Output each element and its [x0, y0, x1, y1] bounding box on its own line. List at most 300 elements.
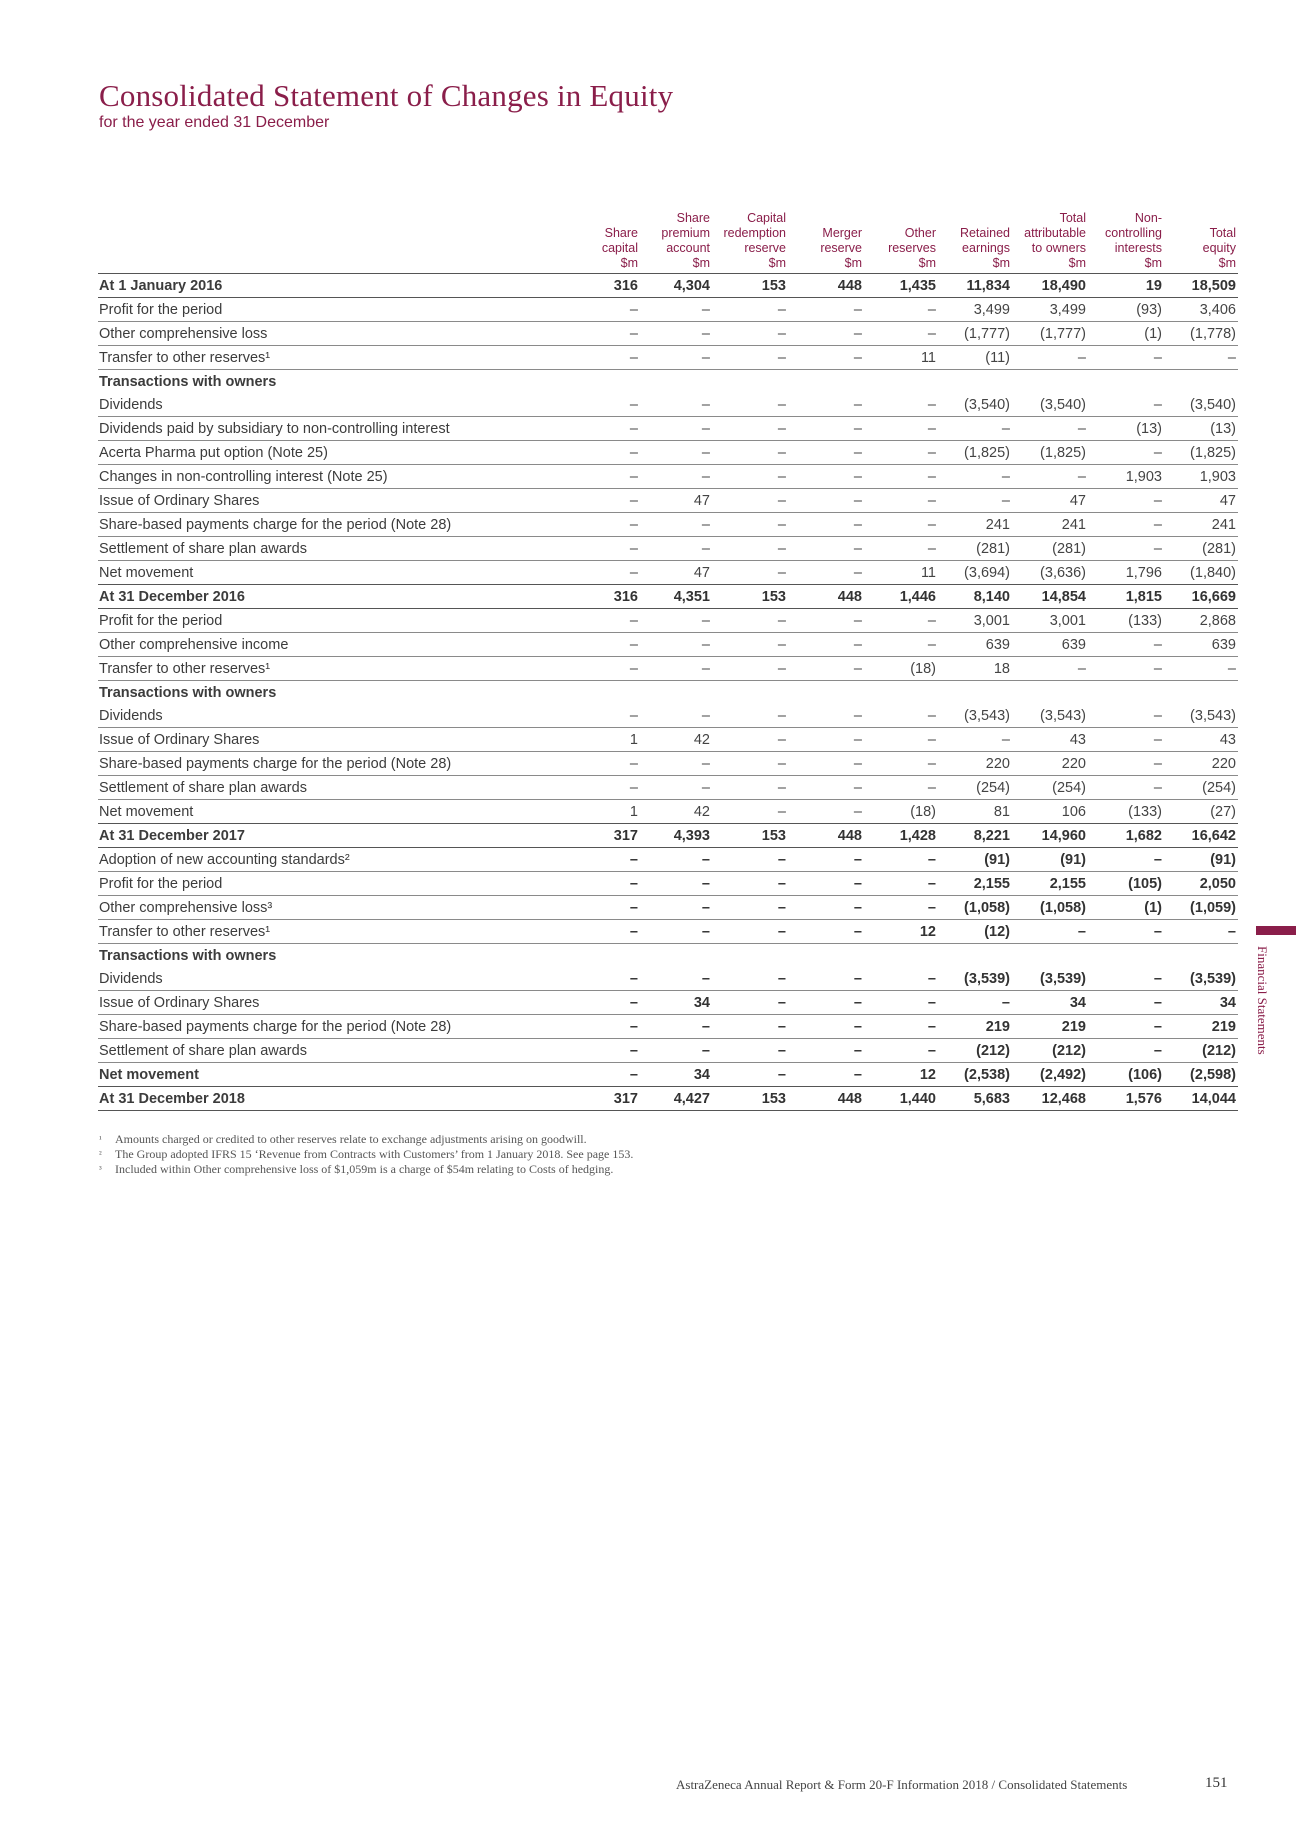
row-label: Settlement of share plan awards [98, 776, 578, 800]
table-cell: – [788, 441, 864, 465]
table-cell: 1 [578, 800, 640, 824]
footnote-mark: ³ [99, 1164, 102, 1174]
table-cell: 106 [1012, 800, 1088, 824]
table-cell: 220 [938, 752, 1012, 776]
row-label: At 31 December 2017 [98, 824, 578, 848]
table-cell: – [578, 657, 640, 681]
table-cell: – [788, 752, 864, 776]
table-cell: 241 [1012, 513, 1088, 537]
row-label: Settlement of share plan awards [98, 537, 578, 561]
table-cell: – [712, 609, 788, 633]
table-cell: (3,543) [1164, 704, 1238, 728]
table-cell: – [578, 537, 640, 561]
table-cell: – [864, 322, 938, 346]
page-subtitle: for the year ended 31 December [99, 114, 330, 131]
table-cell: – [712, 417, 788, 441]
table-cell: – [864, 704, 938, 728]
table-cell: – [640, 920, 712, 944]
table-cell: – [640, 537, 712, 561]
table-row [98, 561, 1238, 585]
table-row [98, 322, 1238, 346]
table-row [98, 944, 1238, 968]
table-cell: – [640, 752, 712, 776]
row-label: At 1 January 2016 [98, 274, 578, 298]
row-label: Changes in non-controlling interest (Note 25) [98, 465, 578, 489]
table-cell: 43 [1012, 728, 1088, 752]
table-cell: – [938, 417, 1012, 441]
table-cell: 1,903 [1088, 465, 1164, 489]
table-cell: (106) [1088, 1063, 1164, 1087]
row-label: At 31 December 2018 [98, 1087, 578, 1111]
table-cell: (1,840) [1164, 561, 1238, 585]
table-cell: 219 [1012, 1015, 1088, 1039]
table-cell [864, 944, 938, 968]
table-cell: – [578, 609, 640, 633]
table-cell: – [578, 465, 640, 489]
table-row [98, 633, 1238, 657]
table-cell: – [640, 441, 712, 465]
table-cell [1088, 681, 1164, 705]
section-marker [1256, 926, 1296, 935]
table-cell: 18,509 [1164, 274, 1238, 298]
table-row [98, 513, 1238, 537]
table-row [98, 824, 1238, 848]
table-cell: (27) [1164, 800, 1238, 824]
table-cell: – [788, 800, 864, 824]
table-cell: – [712, 896, 788, 920]
table-row [98, 776, 1238, 800]
table-cell: – [1088, 991, 1164, 1015]
table-cell [640, 370, 712, 394]
table-cell: – [578, 346, 640, 370]
table-cell: 5,683 [938, 1087, 1012, 1111]
page-number: 151 [1205, 1775, 1228, 1791]
table-cell [578, 944, 640, 968]
table-cell: 1,815 [1088, 585, 1164, 609]
table-cell: – [1088, 633, 1164, 657]
table-cell: (1,058) [938, 896, 1012, 920]
table-cell: 1,428 [864, 824, 938, 848]
table-cell: – [788, 657, 864, 681]
table-cell: – [640, 633, 712, 657]
table-cell: (2,538) [938, 1063, 1012, 1087]
table-cell [640, 944, 712, 968]
table-cell: (91) [1012, 848, 1088, 872]
table-cell: – [864, 872, 938, 896]
table-cell: – [712, 967, 788, 991]
table-cell: (3,694) [938, 561, 1012, 585]
table-cell: (13) [1164, 417, 1238, 441]
table-cell: 14,044 [1164, 1087, 1238, 1111]
table-cell: – [864, 728, 938, 752]
row-label: Settlement of share plan awards [98, 1039, 578, 1063]
table-cell: 153 [712, 1087, 788, 1111]
table-cell: 2,155 [938, 872, 1012, 896]
table-cell: – [864, 1015, 938, 1039]
table-cell: 219 [1164, 1015, 1238, 1039]
table-cell: (3,543) [938, 704, 1012, 728]
table-cell: 448 [788, 585, 864, 609]
table-cell: – [578, 920, 640, 944]
table-cell: 448 [788, 824, 864, 848]
row-label: Transfer to other reserves¹ [98, 920, 578, 944]
table-cell: – [788, 848, 864, 872]
table-cell: – [640, 346, 712, 370]
table-cell: – [640, 848, 712, 872]
table-cell: 2,868 [1164, 609, 1238, 633]
table-cell: – [578, 489, 640, 513]
table-row [98, 274, 1238, 298]
table-cell: 639 [1164, 633, 1238, 657]
table-cell: – [578, 441, 640, 465]
table-cell [1164, 370, 1238, 394]
equity-table-body [98, 274, 1238, 1111]
table-cell: – [1088, 1039, 1164, 1063]
table-cell: (1,825) [1012, 441, 1088, 465]
table-cell: 16,669 [1164, 585, 1238, 609]
table-cell: 11,834 [938, 274, 1012, 298]
table-cell: – [712, 537, 788, 561]
equity-table-header [98, 211, 1238, 274]
table-cell: 1 [578, 728, 640, 752]
table-cell: – [788, 537, 864, 561]
table-cell: – [864, 991, 938, 1015]
table-cell [712, 370, 788, 394]
table-cell: 11 [864, 561, 938, 585]
table-row [98, 1039, 1238, 1063]
column-header: Share capital $m [601, 226, 638, 270]
table-cell: – [788, 920, 864, 944]
table-cell: – [640, 298, 712, 322]
table-cell: – [1088, 441, 1164, 465]
table-cell: – [864, 1039, 938, 1063]
table-row [98, 585, 1238, 609]
table-cell: – [864, 776, 938, 800]
table-cell: 18 [938, 657, 1012, 681]
table-cell [712, 944, 788, 968]
row-label: Transactions with owners [99, 947, 277, 964]
table-cell: – [578, 848, 640, 872]
table-cell: – [864, 633, 938, 657]
table-cell: 3,499 [1012, 298, 1088, 322]
table-cell: – [640, 872, 712, 896]
table-cell: – [578, 633, 640, 657]
table-cell: – [578, 896, 640, 920]
footnotes [99, 1132, 999, 1177]
footnote-text: The Group adopted IFRS 15 ‘Revenue from Contracts with Customers’ from 1 January 2018. See page 153. [115, 1147, 634, 1161]
footnote [99, 1162, 999, 1177]
table-cell: 4,304 [640, 274, 712, 298]
row-label: Dividends [98, 704, 578, 728]
table-row [98, 298, 1238, 322]
table-cell: – [640, 465, 712, 489]
table-cell: 241 [1164, 513, 1238, 537]
table-cell: – [864, 513, 938, 537]
table-cell: – [578, 967, 640, 991]
table-cell [788, 944, 864, 968]
table-cell: – [788, 393, 864, 417]
table-row [98, 991, 1238, 1015]
table-cell: – [788, 967, 864, 991]
table-cell: – [578, 752, 640, 776]
table-cell: (3,540) [1164, 393, 1238, 417]
table-cell: 316 [578, 274, 640, 298]
column-header: Merger reserve $m [820, 226, 862, 270]
table-cell: – [640, 967, 712, 991]
table-row [98, 609, 1238, 633]
table-row [98, 728, 1238, 752]
table-cell [1012, 370, 1088, 394]
table-cell: 16,642 [1164, 824, 1238, 848]
table-cell: 317 [578, 824, 640, 848]
table-cell: – [712, 872, 788, 896]
table-cell: (1,777) [938, 322, 1012, 346]
table-cell: – [788, 513, 864, 537]
table-cell: – [640, 776, 712, 800]
column-header: Capital redemption reserve $m [723, 211, 786, 270]
footnote-text: Included within Other comprehensive loss of $1,059m is a charge of $54m relating to Costs of hedging. [115, 1162, 614, 1176]
table-cell: – [712, 800, 788, 824]
table-cell: – [578, 393, 640, 417]
table-cell: (281) [1012, 537, 1088, 561]
table-cell [788, 681, 864, 705]
table-cell: – [788, 298, 864, 322]
table-cell: – [640, 417, 712, 441]
table-cell: – [1012, 417, 1088, 441]
table-cell [938, 944, 1012, 968]
table-row [98, 896, 1238, 920]
table-cell: 639 [1012, 633, 1088, 657]
table-cell: – [864, 848, 938, 872]
row-label: Dividends paid by subsidiary to non-controlling interest [98, 417, 578, 441]
table-cell [1164, 944, 1238, 968]
table-row [98, 441, 1238, 465]
table-cell: – [788, 322, 864, 346]
table-cell: 3,499 [938, 298, 1012, 322]
table-cell: 1,446 [864, 585, 938, 609]
equity-table [98, 211, 1238, 1111]
table-cell: 639 [938, 633, 1012, 657]
table-cell: (3,543) [1012, 704, 1088, 728]
table-cell: – [1088, 537, 1164, 561]
table-cell: (12) [938, 920, 1012, 944]
row-label: Net movement [98, 561, 578, 585]
table-row [98, 920, 1238, 944]
table-cell: 47 [1012, 489, 1088, 513]
table-cell [1088, 370, 1164, 394]
table-cell [578, 370, 640, 394]
table-cell: – [712, 1063, 788, 1087]
table-cell: (281) [938, 537, 1012, 561]
table-cell: – [864, 537, 938, 561]
table-cell: – [788, 1015, 864, 1039]
table-cell: – [1088, 848, 1164, 872]
page-footer: AstraZeneca Annual Report & Form 20-F Information 2018 / Consolidated Statements [676, 1777, 1128, 1792]
table-cell: – [640, 657, 712, 681]
row-label: Share-based payments charge for the period (Note 28) [98, 513, 578, 537]
table-cell: (3,539) [938, 967, 1012, 991]
table-cell: – [788, 465, 864, 489]
table-cell: (3,540) [938, 393, 1012, 417]
table-cell: (3,540) [1012, 393, 1088, 417]
table-cell: – [1088, 657, 1164, 681]
column-header: Total equity $m [1202, 226, 1236, 270]
table-cell: – [1088, 346, 1164, 370]
table-cell: (3,539) [1012, 967, 1088, 991]
table-cell: 3,001 [1012, 609, 1088, 633]
table-cell [578, 681, 640, 705]
table-row [98, 370, 1238, 394]
table-cell: 316 [578, 585, 640, 609]
table-cell: – [1012, 465, 1088, 489]
table-cell: (1) [1088, 896, 1164, 920]
table-cell: 4,393 [640, 824, 712, 848]
table-cell: 448 [788, 274, 864, 298]
table-cell: 47 [640, 561, 712, 585]
row-label: Profit for the period [98, 609, 578, 633]
row-label: Issue of Ordinary Shares [98, 728, 578, 752]
table-cell: – [712, 393, 788, 417]
table-cell: (18) [864, 657, 938, 681]
table-cell [938, 370, 1012, 394]
table-cell: 12,468 [1012, 1087, 1088, 1111]
row-label: Dividends [98, 393, 578, 417]
table-cell: (254) [1012, 776, 1088, 800]
table-row [98, 967, 1238, 991]
table-cell: 12 [864, 1063, 938, 1087]
table-cell: 2,050 [1164, 872, 1238, 896]
table-cell: – [712, 1015, 788, 1039]
table-cell: (91) [1164, 848, 1238, 872]
table-cell: (1,778) [1164, 322, 1238, 346]
table-cell: – [578, 1039, 640, 1063]
table-cell: 448 [788, 1087, 864, 1111]
row-label: Dividends [98, 967, 578, 991]
table-cell: – [712, 465, 788, 489]
row-label: Issue of Ordinary Shares [98, 991, 578, 1015]
table-cell: 34 [640, 991, 712, 1015]
table-cell: – [1164, 346, 1238, 370]
table-cell: 42 [640, 800, 712, 824]
table-cell: – [938, 728, 1012, 752]
table-cell: 1,435 [864, 274, 938, 298]
table-cell: 34 [1012, 991, 1088, 1015]
table-cell: – [1088, 1015, 1164, 1039]
row-label: Acerta Pharma put option (Note 25) [98, 441, 578, 465]
table-cell: 3,406 [1164, 298, 1238, 322]
table-cell: – [788, 346, 864, 370]
table-cell: – [578, 1063, 640, 1087]
table-cell: (91) [938, 848, 1012, 872]
table-cell: – [788, 872, 864, 896]
table-cell: – [640, 704, 712, 728]
table-cell: – [864, 609, 938, 633]
row-label: Transfer to other reserves¹ [98, 346, 578, 370]
table-cell: (133) [1088, 800, 1164, 824]
table-cell: (1,825) [1164, 441, 1238, 465]
table-cell: – [1088, 776, 1164, 800]
table-row [98, 681, 1238, 705]
table-cell: – [788, 704, 864, 728]
table-cell: – [712, 657, 788, 681]
row-label: Issue of Ordinary Shares [98, 489, 578, 513]
table-cell [864, 370, 938, 394]
table-cell: – [712, 489, 788, 513]
table-cell: – [578, 991, 640, 1015]
row-label: Transactions with owners [99, 373, 277, 390]
table-cell: – [1012, 657, 1088, 681]
table-row [98, 1087, 1238, 1111]
table-cell: 34 [1164, 991, 1238, 1015]
table-cell: (3,539) [1164, 967, 1238, 991]
table-cell [1088, 944, 1164, 968]
table-cell [864, 681, 938, 705]
table-cell: (254) [938, 776, 1012, 800]
table-cell: (212) [1164, 1039, 1238, 1063]
table-cell: 11 [864, 346, 938, 370]
table-cell [640, 681, 712, 705]
table-cell: – [1164, 920, 1238, 944]
table-cell: – [578, 561, 640, 585]
table-cell: (212) [1012, 1039, 1088, 1063]
table-cell: – [788, 1039, 864, 1063]
table-row [98, 872, 1238, 896]
table-cell: 14,854 [1012, 585, 1088, 609]
table-cell: – [788, 489, 864, 513]
column-header: Total attributable to owners $m [1024, 211, 1086, 270]
table-cell: – [712, 513, 788, 537]
row-label: Profit for the period [98, 298, 578, 322]
table-cell: – [640, 322, 712, 346]
table-cell: 1,440 [864, 1087, 938, 1111]
row-label: Transactions with owners [99, 684, 277, 701]
table-cell: – [788, 728, 864, 752]
table-row [98, 848, 1238, 872]
table-row [98, 393, 1238, 417]
table-cell: – [788, 633, 864, 657]
table-row [98, 1063, 1238, 1087]
footnote-text: Amounts charged or credited to other reserves relate to exchange adjustments arising on goodwill. [115, 1132, 587, 1146]
table-cell: – [1088, 513, 1164, 537]
table-row [98, 489, 1238, 513]
column-header: Share premium account $m [661, 211, 710, 270]
table-cell: – [578, 776, 640, 800]
row-label: Profit for the period [98, 872, 578, 896]
table-cell: 43 [1164, 728, 1238, 752]
table-cell: (11) [938, 346, 1012, 370]
table-cell [1012, 944, 1088, 968]
table-cell: – [640, 609, 712, 633]
table-row [98, 465, 1238, 489]
table-cell: 1,903 [1164, 465, 1238, 489]
table-cell: (3,636) [1012, 561, 1088, 585]
table-cell: – [788, 609, 864, 633]
table-cell [788, 370, 864, 394]
table-row [98, 346, 1238, 370]
table-cell: – [640, 1015, 712, 1039]
table-cell: – [712, 704, 788, 728]
table-cell: – [712, 346, 788, 370]
table-cell: 241 [938, 513, 1012, 537]
table-cell: 2,155 [1012, 872, 1088, 896]
table-cell: 81 [938, 800, 1012, 824]
table-cell: – [712, 920, 788, 944]
row-label: Net movement [98, 1063, 578, 1087]
table-row [98, 752, 1238, 776]
column-header: Non- controlling interests $m [1105, 211, 1162, 270]
table-cell: – [788, 991, 864, 1015]
table-cell: 8,140 [938, 585, 1012, 609]
